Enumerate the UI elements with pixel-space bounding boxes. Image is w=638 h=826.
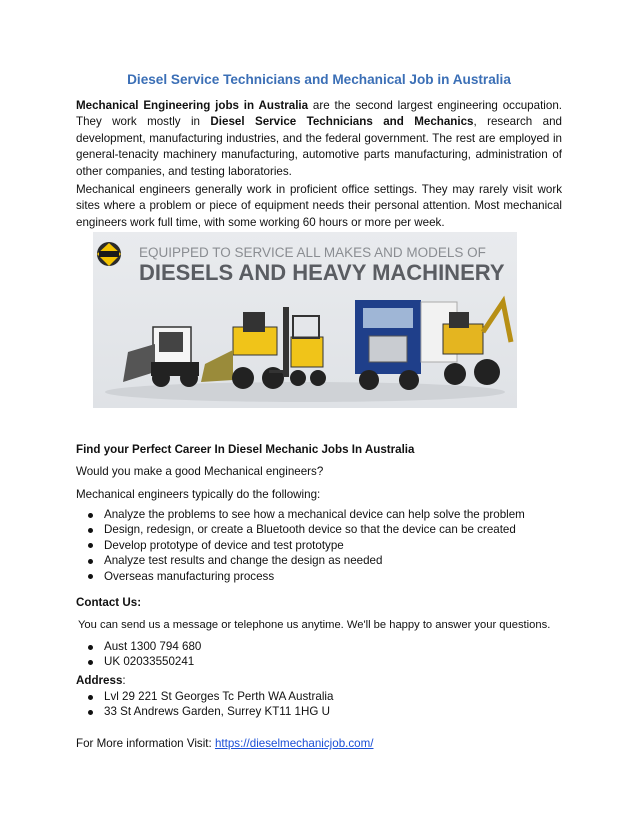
intro-text-1: are the second largest engineering occupation. They work mostly in xyxy=(76,99,562,129)
list-item: Lvl 29 221 St Georges Tc Perth WA Australia xyxy=(76,689,333,704)
list-item xyxy=(76,654,201,669)
diesel-machinery-banner xyxy=(93,232,517,408)
wheel-loader-image xyxy=(201,312,284,389)
bullet-icon xyxy=(88,559,93,564)
contact-heading: Contact Us: xyxy=(76,596,142,609)
backhoe-image xyxy=(443,302,511,385)
intro-bold-1: Mechanical Engineering jobs in Australia xyxy=(76,99,309,112)
address-list xyxy=(76,689,333,720)
address-heading: Address: xyxy=(76,674,126,687)
more-info-line xyxy=(76,737,374,750)
phone-list xyxy=(76,639,201,670)
bullet-icon xyxy=(88,513,93,518)
list-item: Design, redesign, or create a Bluetooth device so that the device can be created xyxy=(76,522,525,537)
bullet-icon xyxy=(88,574,93,579)
list-item: Analyze the problems to see how a mechanical device can help solve the problem xyxy=(76,507,525,522)
phone-number[interactable]: UK 02033550241 xyxy=(104,655,195,669)
duties-list xyxy=(76,507,525,584)
career-question: Would you make a good Mechanical engineers? xyxy=(76,465,324,478)
banner-tagline: EQUIPPED TO SERVICE ALL MAKES AND MODELS OF xyxy=(139,245,486,260)
contact-text: You can send us a message or telephone us anytime. We'll be happy to answer your questions. xyxy=(78,619,551,631)
more-info-label: For More information Visit: xyxy=(76,737,215,750)
intro-paragraph xyxy=(76,98,562,180)
career-lead: Mechanical engineers typically do the following: xyxy=(76,488,321,501)
bullet-icon xyxy=(88,710,93,715)
skid-steer-loader-image xyxy=(123,327,199,387)
list-item: Develop prototype of device and test prototype xyxy=(76,538,525,553)
banner-illustration xyxy=(93,232,517,408)
page-title: Diesel Service Technicians and Mechanical Job in Australia xyxy=(127,72,511,87)
bullet-icon xyxy=(88,660,93,665)
phone-number[interactable]: Aust 1300 794 680 xyxy=(104,640,202,653)
semi-truck-image xyxy=(355,300,457,390)
list-item xyxy=(76,639,201,654)
list-item: 33 St Andrews Garden, Surrey KT11 1HG U xyxy=(76,704,333,719)
website-link[interactable]: https://dieselmechanicjob.com/ xyxy=(214,737,374,750)
bullet-icon xyxy=(88,528,93,533)
intro-bold-2: Diesel Service Technicians and Mechanics xyxy=(210,115,474,129)
intro-text-2: , research and development, manufacturing industries, and the federal government. The rest are employed in general-tenacity machinery manufacturing, automotive parts manufacturing, administration of other companies, and testing laboratories. xyxy=(76,115,562,178)
bullet-icon xyxy=(88,645,93,650)
bullet-icon xyxy=(88,695,93,700)
banner-headline: DIESELS AND HEAVY MACHINERY xyxy=(139,260,505,285)
list-item: Analyze test results and change the design as needed xyxy=(76,553,525,568)
bullet-icon xyxy=(88,543,93,548)
list-item: Overseas manufacturing process xyxy=(76,569,525,584)
work-settings-paragraph: Mechanical engineers generally work in proficient office settings. They may rarely visit work sites where a problem or piece of equipment needs their personal attention. Most mechanical engineers work full time, with some working 60 hours or more per week. xyxy=(76,183,562,229)
company-logo xyxy=(97,242,121,266)
career-heading: Find your Perfect Career In Diesel Mechanic Jobs In Australia xyxy=(76,443,415,456)
